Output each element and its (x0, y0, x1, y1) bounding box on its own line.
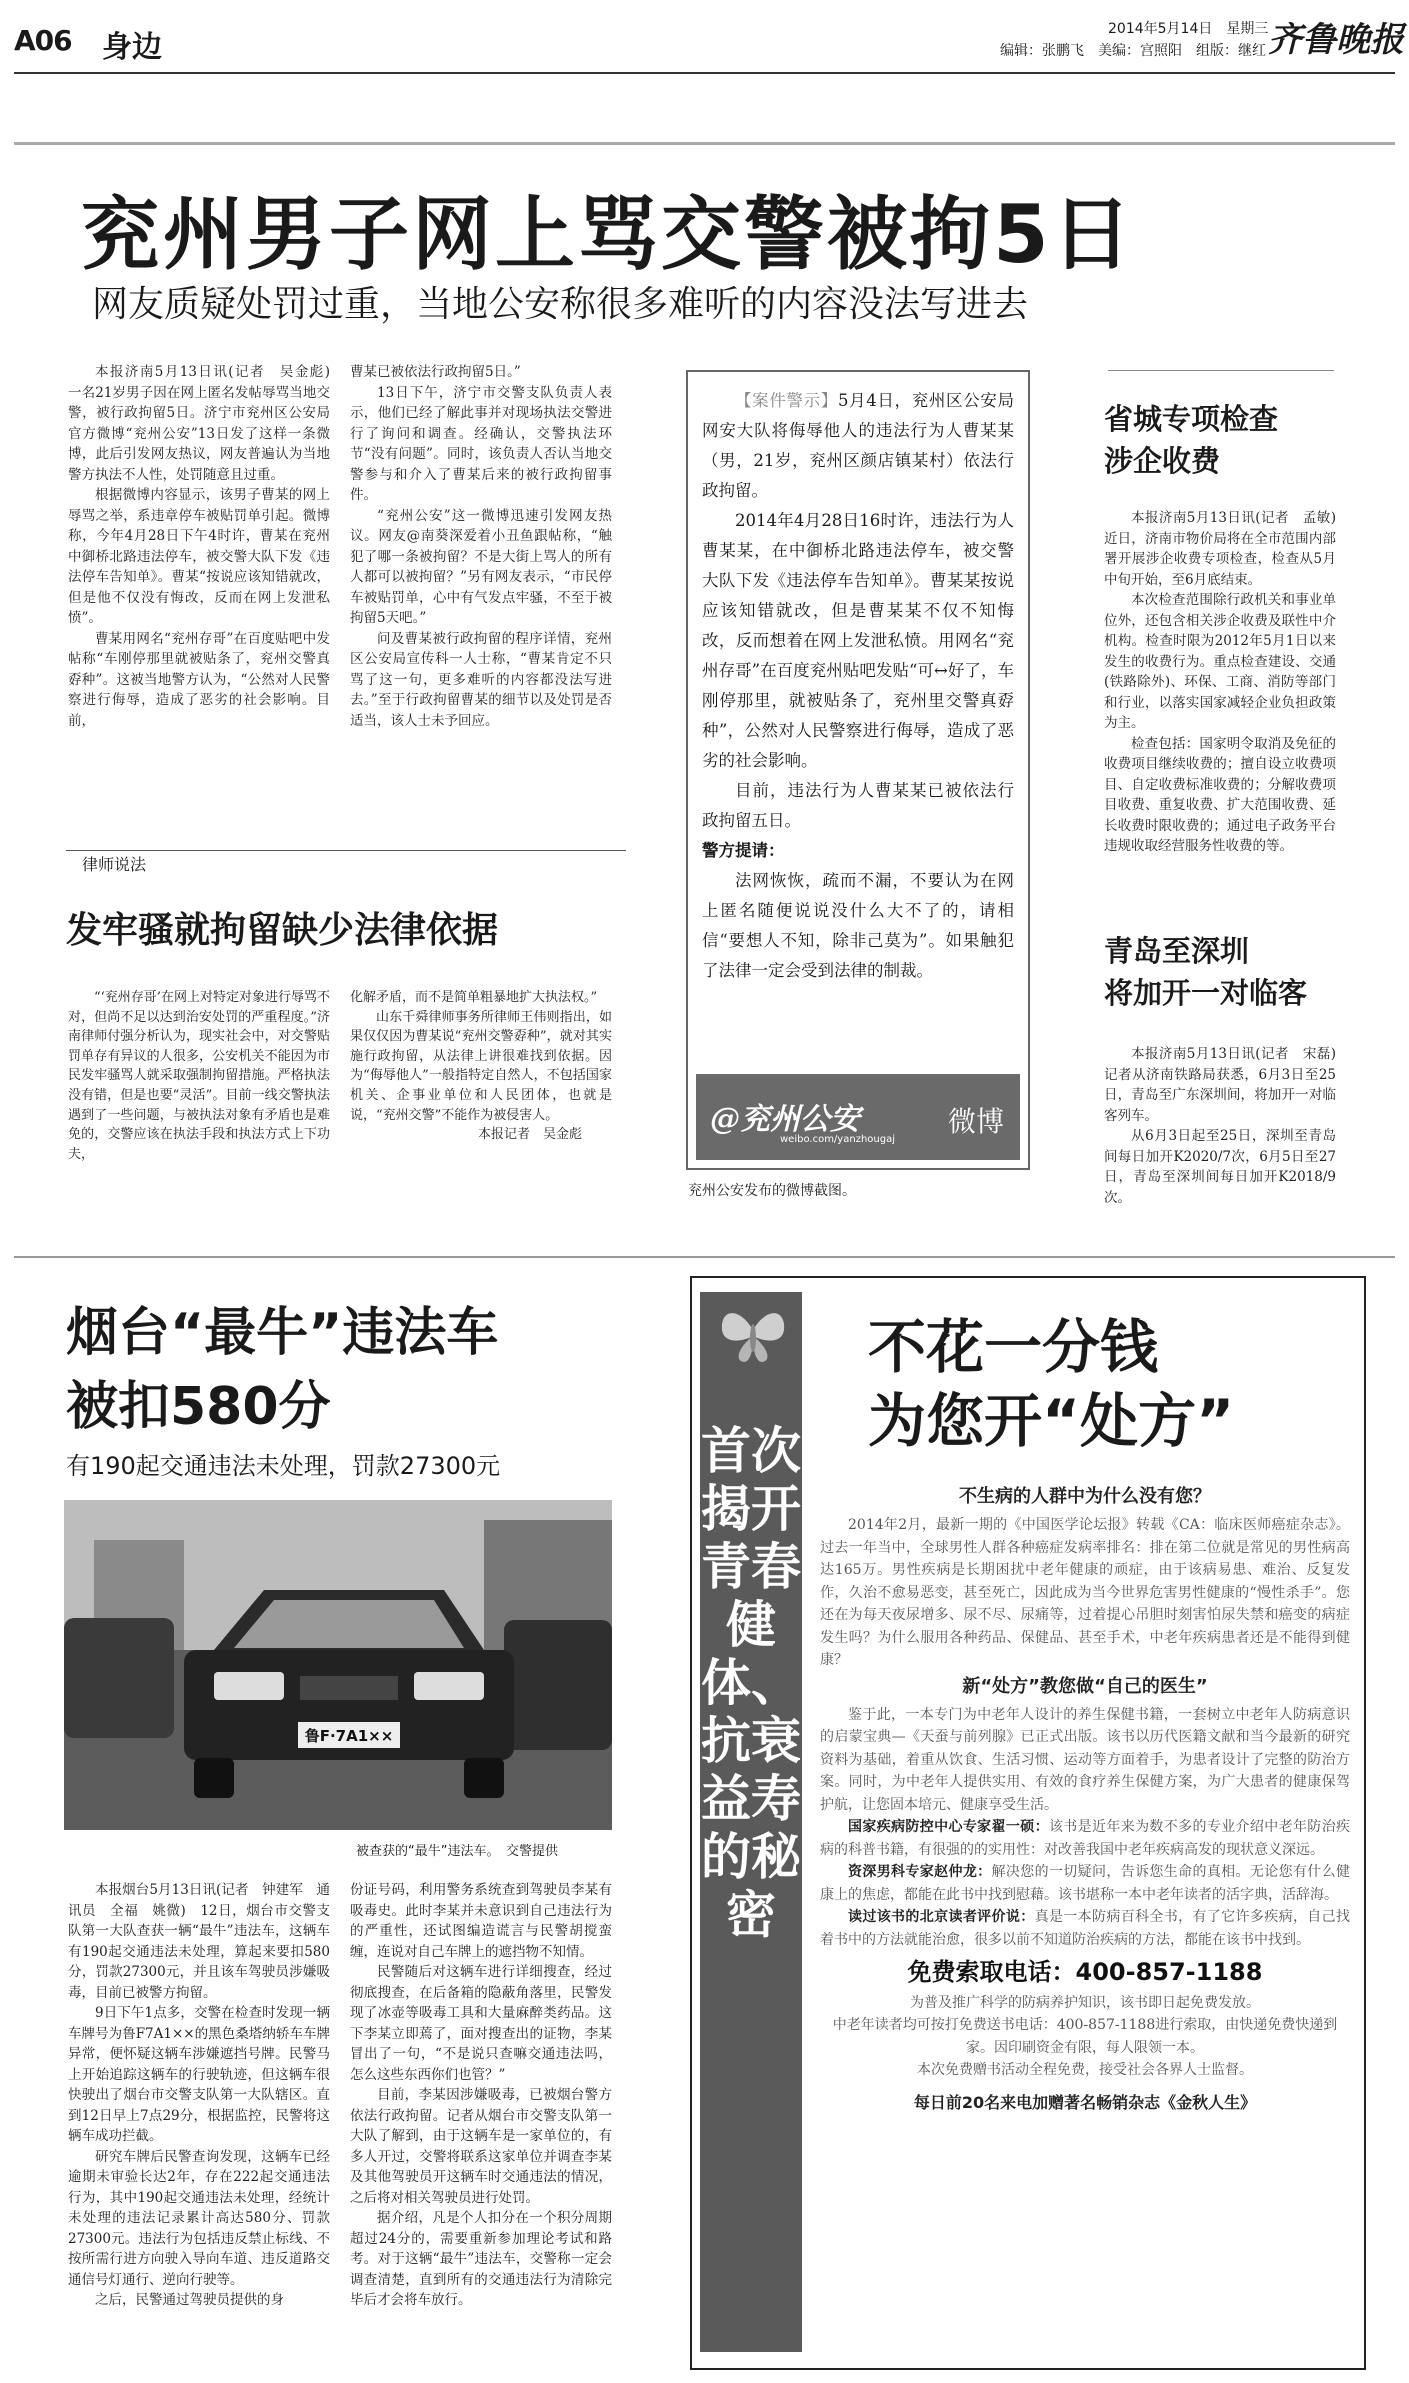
main-headline: 兖州男子网上骂交警被拘5日 (80, 188, 1135, 281)
yantai-paragraph: 目前，李某因涉嫌吸毒，已被烟台警方依法行政拘留。记者从烟台市交警支队第一大队了解到，由于这辆车是一家单位的，有多人开过，交警将联系这家单位并调查李某及其他驾驶员开这辆车时交通违法的情况，之后将对相关驾驶员进行处罚。 (350, 2087, 612, 2206)
main-paragraph: 本报济南5月13日讯(记者 吴金彪) 一名21岁男子因在网上匿名发帖辱骂当地交警，被行政拘留5日。济宁市兖州区公安局官方微博“兖州公安”13日发了这样一条微博，此后引发网友热议，网友普遍认为当地警方执法不人性，处罚随意且过重。 (68, 364, 344, 483)
weibo-screenshot (686, 370, 1030, 1170)
case-warning-paragraph: 目前，违法行为人曹某某已被依法行政拘留五日。 (702, 781, 1014, 830)
byline: 本报记者 吴金彪 (477, 1127, 582, 1143)
brief-paragraph: 本次检查范围除行政机关和事业单位外，还包含相关涉企收费及联性中介机构。检查时限为2012年5月1日以来发生的收费行为。重点检查建设、交通(铁路除外)、环保、工商、消防等部门和行业，以落实国家减轻企业负担政策为主。 (1104, 592, 1336, 731)
yantai-column-2 (350, 1880, 612, 2370)
main-paragraph: 根据微博内容显示，该男子曹某的网上辱骂之举，系违章停车被贴罚单引起。微博称，今年4月28日下午4时许，曹某在兖州中御桥北路违法停车，被交警大队下发《违法停车告知单》。曹某“按说应该知错就改，但是他不仅没有悔改，反而在网上发泄私愤”。 (68, 487, 330, 626)
ad-side-banner: 首次揭开青春健体、抗衰益寿的秘密 (700, 1292, 802, 2352)
weibo-account-logo: @兖州公安 (710, 1102, 860, 1137)
lawyer-column-1 (68, 988, 330, 1224)
ad-paragraph: 2014年2月，最新一期的《中国医学论坛报》转载《CA：临床医师癌症杂志》。过去一年当中，全球男性人群各种癌症发病率排名：排在第二位就是常见的男性病高达165万。男性疾病是长期困扰中老年健康的顽症，由于该病易患、难治、反复发作，久治不愈易恶变，甚至死亡，因此成为当今世界危害男性健康的“慢性杀手”。您还在为每天夜尿增多、尿不尽、尿痛等，过着提心吊胆时刻害怕尿失禁和癌变的病症发生吗？为什么服用各种药品、保健品、甚至手术，中老年疾病患者还是不能得到健康？ (820, 1517, 1350, 1668)
ad-expert-quote (820, 1816, 1350, 1861)
yantai-paragraph: 9日下午1点多，交警在检查时发现一辆车牌号为鲁F7A1××的黑色桑塔纳轿车车牌异常，便怀疑这辆车涉嫌遮挡号牌。民警马上开始追踪这辆车的行驶轨迹，但这辆车很快驶出了烟台市交警支队第一大队辖区。直到12日早上7点29分，根据监控，民警将这辆车成功拦截。 (68, 2005, 330, 2144)
car-photo (64, 1500, 612, 1830)
weibo-banner (696, 1074, 1020, 1160)
yantai-headline-line-2: 被扣580分 (66, 1377, 331, 1437)
yantai-paragraph: 本报烟台5月13日讯(记者 钟建军 通讯员 全福 姚微) 12日，烟台市交警支队第一大队查获一辆“最牛”违法车，这辆车有190起交通违法未处理，算起来要扣580分，罚款27300元，并且该车驾驶员涉嫌吸毒，目前已被警方拘留。 (68, 1882, 330, 2001)
lawyer-paragraph: “‘兖州存哥’在网上对特定对象进行辱骂不对，但尚不足以达到治安处罚的严重程度。”济南律师付强分析认为，现实社会中，对交警贴罚单存有异议的人很多，公安机关不能因为市民发牢骚骂人就采取强制拘留措施。严格执法没有错，但是也要“灵活”。目前一线交警执法遇到了一些问题，与被执法对象有矛盾也是难免的，交警应该在执法手段和执法方式上下功夫， (68, 990, 330, 1162)
header-divider-secondary (14, 142, 1395, 145)
expert-quote-text: 该书是近年来为数不多的专业介绍中老年防治疾病的科普书籍，有很强的的实用性：对改善我国中老年疾病高发的现状意义深远。 (820, 1819, 1351, 1858)
ad-expert-quote (820, 1861, 1350, 1906)
ad-note: 本次免费赠书活动全程免费，接受社会各界人士监督。 (917, 2062, 1253, 2078)
lawyer-paragraph: 山东千舜律师事务所律师王伟则指出，如果仅仅因为曹某说“兖州交警孬种”，就对其实施行政拘留，从法律上讲很难找到依据。因为“侮辱他人”一般指特定自然人，不包括国家机关、企事业单位和人民团体，也就是说，“兖州交警”不能作为被侵害人。 (350, 1009, 612, 1123)
brief-body (1104, 1044, 1350, 1214)
editor-credits: 编辑：张鹏飞 美编：宫照阳 组版：继红 (1000, 43, 1266, 59)
case-warning-text (702, 386, 1014, 986)
yantai-paragraph: 之后，民警通过驾驶员提供的身 (95, 2292, 284, 2308)
license-plate: 鲁F·7A1×× (304, 1727, 394, 1745)
case-warning-paragraph: 5月4日，兖州区公安局网安大队将侮辱他人的违法行为人曹某某（男，21岁，兖州区颜店镇某村）依法行政拘留。 (702, 391, 1014, 500)
photo-caption: 被查获的“最牛”违法车。 交警提供 (356, 1844, 558, 1859)
screenshot-caption: 兖州公安发布的微博截图。 (688, 1183, 856, 1199)
brief-paragraph: 本报济南5月13日讯(记者 孟敏) 近日，济南市物价局将在全市范围内部署开展涉企收费专项检查，检查从5月中旬开始，至6月底结束。 (1104, 510, 1350, 588)
ad-phone-number: 免费索取电话：400-857-1188 (907, 1958, 1263, 1986)
yantai-paragraph: 据介绍，凡是个人扣分在一个积分周期超过24分的，需要重新参加理论考试和路考。对于这辆“最牛”违法车，交警称一定会调查清楚，直到所有的交通违法行为清除完毕后才会将车放行。 (350, 2210, 612, 2308)
column-tag: 律师说法 (82, 855, 147, 874)
ad-note: 中老年读者均可按打免费送书电话：400-857-1188进行索取，由快递免费快递到家。因印刷资金有限，每人限领一本。 (832, 2017, 1338, 2056)
section-divider (66, 850, 626, 851)
brief-headline-line: 将加开一对临客 (1104, 976, 1308, 1010)
main-paragraph: 13日下午，济宁市交警支队负责人表示，他们已经了解此事并对现场执法交警进行了询问和调查。经确认，交警执法环节“没有问题”。同时，该负责人否认当地交警参与和介入了曹某后来的被行政拘留事件。 (350, 384, 612, 503)
lawyer-column-2 (350, 988, 612, 1224)
brief-body (1104, 508, 1350, 928)
yantai-headline-line-1: 烟台“最牛”违法车 (66, 1303, 499, 1363)
car-illustration (64, 1500, 612, 1830)
brief-paragraph: 检查包括：国家明令取消及免征的收费项目继续收费的；擅自设立收费项目、自定收费标准收费的；分解收费项目收费、重复收费、扩大范围收费、延长收费时限收费的；通过电子政务平台违规收取经营服务性收费的等。 (1104, 735, 1336, 854)
brief-paragraph: 从6月3日起至25日，深圳至青岛间每日加开K2020/7次，6月5日至27日，青岛至深圳间每日加开K2018/9次。 (1104, 1128, 1336, 1206)
reader-label: 读过该书的北京读者评价说： (848, 1909, 1035, 1925)
ad-question-heading: 不生病的人群中为什么没有您？ (959, 1486, 1211, 1507)
weibo-domain: weibo.com/yanzhougaj (780, 1134, 895, 1145)
expert-name: 国家疾病防控中心专家翟一硕： (848, 1819, 1049, 1835)
case-warning-paragraph: 2014年4月28日16时许，违法行为人曹某某，在中御桥北路违法停车，被交警大队下发《违法停车告知单》。曹某某按说应该知错就改，但是曹某某不仅不知悔改，反而想着在网上发泄私愤。用网名“兖州存哥”在百度兖州贴吧发贴“可↔好了，车刚停那里，就被贴条了，兖州里交警真孬种”，公然对人民警察进行侮辱，造成了恶劣的社会影响。 (702, 511, 1014, 770)
main-paragraph: “兖州公安”这一微博迅速引发网友热议。网友@南葵深爱着小丑鱼跟帖称，“触犯了哪一条被拘留？不是大街上骂人的所有人都可以被拘留？”另有网友表示，“市民停车被贴罚单，心中有气发点牢骚，不至于被拘留5天吧。” (350, 507, 612, 626)
expert-name: 资深男科专家赵仲龙： (848, 1864, 992, 1880)
ad-subheading: 新“处方”教您做“自己的医生” (962, 1675, 1208, 1697)
ad-note: 为普及推广科学的防病养护知识，该书即日起免费发放。 (910, 1994, 1260, 2011)
brief-headline-line: 涉企收费 (1104, 444, 1221, 478)
newspaper-masthead: 齐鲁晚报 (1268, 20, 1404, 60)
weibo-label: 微博 (947, 1105, 1004, 1138)
moth-icon (718, 1300, 788, 1370)
main-article-column-2 (350, 362, 612, 832)
lawyer-headline: 发牢骚就拘留缺少法律依据 (66, 910, 499, 951)
brief-headline-line: 省城专项检查 (1104, 402, 1279, 436)
brief-divider (1108, 370, 1334, 371)
ad-headline-line-1: 不花一分钱 (868, 1313, 1159, 1381)
expert-quote-text: 解决您的一切疑问，告诉您生命的真相。无论您有什么健康上的焦虑，都能在此书中找到慰藉。该书堪称一本中老年读者的活字典，活辞海。 (820, 1864, 1351, 1903)
page-number: A06 (14, 24, 72, 57)
ad-body (820, 1482, 1350, 2362)
issue-date: 2014年5月14日 星期三 (1108, 21, 1269, 37)
case-warning-tag: 【案件警示】 (735, 391, 838, 410)
brief-headline (1104, 930, 1307, 1014)
lawyer-paragraph: 化解矛盾，而不是简单粗暴地扩大执法权。” (350, 990, 598, 1005)
brief-headline (1104, 398, 1278, 482)
ad-reader-quote (820, 1906, 1350, 1951)
section-name: 身边 (102, 30, 162, 65)
yantai-paragraph: 民警随后对这辆车进行详细搜查，经过彻底搜查，在后备箱的隐蔽角落里，民警发现了冰壶等吸毒工具和大量麻醉类药品。这下李某立即蔫了，面对搜查出的证物，李某冒出了一句，“不是说只查嘛交通违法吗，怎么这些东西你们也管？” (350, 1964, 612, 2083)
main-article-column-1 (68, 362, 344, 832)
case-warning-paragraph: 法网恢恢，疏而不漏，不要认为在网上匿名随便说说没什么大不了的，请相信“要想人不知，除非己莫为”。如果触犯了法律一定会受到法律的制裁。 (702, 871, 1014, 980)
main-paragraph: 问及曹某被行政拘留的程序详情，兖州区公安局宣传科一人士称，“曹某肯定不只骂了这一句，更多难听的内容都没法写进去。”至于行政拘留曹某的细节以及处罚是否适当，该人士未予回应。 (350, 630, 612, 729)
brief-headline-line: 青岛至深圳 (1104, 934, 1250, 968)
section-divider (14, 1256, 1395, 1258)
ad-paragraph: 鉴于此，一本专门为中老年人设计的养生保健书籍，一套树立中老年人防病意识的启蒙宝典—《天蚕与前列腺》已正式出版。该书以历代医籍文献和当今最新的研究资料为基础，着重从饮食、生活习惯、运动等方面着手，为患者设计了完整的防治方案。同时，为中老年人提供实用、有效的食疗养生保健方案，为广大患者的健康保驾护航，让您固本培元、健康享受生活。 (820, 1706, 1350, 1813)
yantai-paragraph: 份证号码，利用警务系统查到驾驶员李某有吸毒史。此时李某并未意识到自己违法行为的严重性，还试图编造谎言与民警胡搅蛮缠，连说对自己车牌上的遮挡物不知情。 (350, 1882, 612, 1960)
main-paragraph: 曹某已被依法行政拘留5日。” (350, 364, 521, 380)
ad-headline-line-2: 为您开“处方” (868, 1387, 1235, 1455)
main-paragraph: 曹某用网名“兖州存哥”在百度贴吧中发帖称“车刚停那里就被贴条了，兖州交警真孬种”。这被当地警方认为，“公然对人民警察进行侮辱，造成了恶劣的社会影响。目前， (68, 630, 330, 729)
ad-footer: 每日前20名来电加赠著名畅销杂志《金秋人生》 (913, 2092, 1257, 2112)
yantai-paragraph: 研究车牌后民警查询发现，这辆车已经逾期未审验长达2年，存在222起交通违法行为，其中190起交通违法未处理，经统计未处理的违法记录累计高达580分、罚款27300元。违法行为包括违反禁止标线、不按所需行进方向驶入导向车道、违反道路交通信号灯通行、逆向行驶等。 (68, 2148, 330, 2288)
yantai-subheadline: 有190起交通违法未处理，罚款27300元 (66, 1452, 501, 1480)
yantai-column-1 (68, 1880, 330, 2370)
main-subheadline: 网友质疑处罚过重，当地公安称很多难听的内容没法写进去 (92, 284, 1029, 325)
police-reminder-label: 警方提请： (702, 841, 785, 860)
brief-paragraph: 本报济南5月13日讯(记者 宋磊) 记者从济南铁路局获悉，6月3日至25日，青岛至广东深圳间，将加开一对临客列车。 (1104, 1046, 1350, 1124)
reader-quote-text: 真是一本防病百科全书，有了它许多疾病，自己找着书中的方法就能治愈，很多以前不知道防治疾病的方法，都能在该书中找到。 (820, 1909, 1351, 1948)
header-divider (14, 72, 1395, 74)
